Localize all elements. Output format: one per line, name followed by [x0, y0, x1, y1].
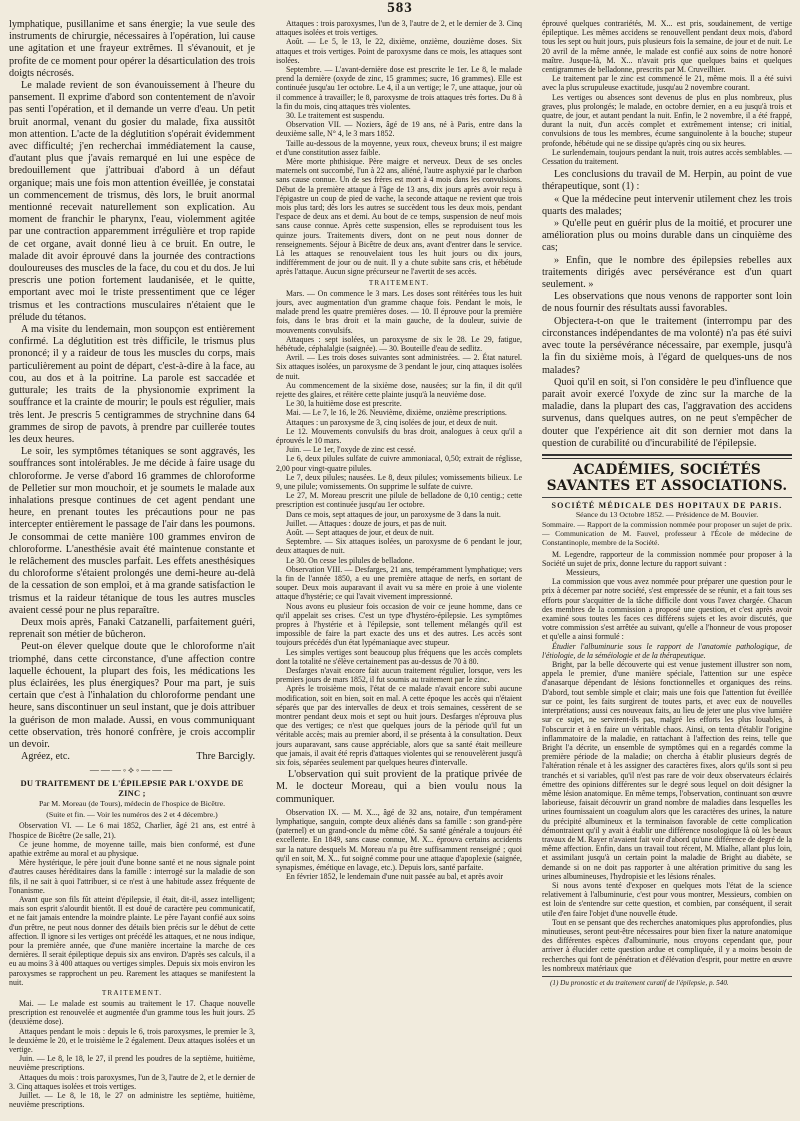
paragraph: Le 7, deux pilules; nausées. Le 8, deux pilules; vomissements bilieux. Le 9, une pilule; vomissements. On supprime le sulfate de cuivre.	[276, 472, 522, 491]
paragraph: Observation VI. — Le 6 mai 1852, Charlier, âgé 21 ans, est entré à l'hospice de Bicêtre (2e salle, 21).	[9, 821, 255, 840]
paragraph: Objectera-t-on que le traitement (interrompu par des circonstances indépendantes de ma volonté) n'a pas été suivi avec toute la persévérance nécessaire, par exemple, jusqu'à la fin du sixième mois, à l'égard de quelques-uns de nos malades?	[542, 315, 792, 376]
paragraph: Mai. — Le 7, le 16, le 26. Neuvième, dixième, onzième prescriptions.	[286, 408, 507, 418]
society-name: SOCIÉTÉ MÉDICALE DES HOPITAUX DE PARIS.	[551, 500, 783, 510]
paragraph: 30. Le traitement est suspendu.	[286, 111, 385, 121]
section-title: ACADÉMIES, SOCIÉTÉS SAVANTES ET ASSOCIATIONS.	[546, 461, 788, 494]
paragraph: Après le troisième mois, l'état de ce malade n'avait encore subi aucune modification, soit en bien, soit en mal. A cette époque les accès qui n'étaient séparés que par des intervalles de deux et trois semaines, cessèrent de se montrer pendant deux mois et sept ou huit jours. Desfarges n'éprouva plus que des vertiges; ce n'est que quelques jours de la période qu'il fut un véritable accès; mais au premier abord, il se présenta à la consultation. Deux jours auparavant, sans cause appréciable, alors que sa santé était meilleure que jamais, il avait été repris d'attaques violentes qui se renouvelèrent jusqu'à six fois, séparées seulement par quelques heures d'intervalle.	[276, 684, 522, 768]
paragraph: lymphatique, pusillanime et sans énergie; la vue seule des instruments de chirurgie, nécessaires à l'opération, lui cause une agitation et une frayeur extrêmes. Il s'évanouit, et je profite de ce moment pour opérer la désarticulation des trois doigts nécrosés.	[9, 19, 255, 79]
paragraph: Quoi qu'il en soit, si l'on considère le peu d'influence que parait avoir exercé l'oxyde de zinc sur la marche de la maladie, dans la plupart des cas, l'aggravation des accidens survenus, dans quelques autres, on ne peut s'empêcher de douter que l'expérience ait dit son dernier mot dans la question de curabilité ou d'incurabilité de l'épilepsie.	[542, 376, 792, 449]
paragraph: M. Legendre, rapporteur de la commission nommée pour proposer à la Société un sujet de prix, donne lecture du rapport suivant :	[542, 549, 792, 568]
report-body	[542, 550, 792, 973]
footnote-rule	[542, 976, 792, 977]
paragraph: Juin. — Le 8, le 18, le 27, il prend les poudres de la septième, huitième, neuvième prescriptions.	[9, 1054, 255, 1073]
treatment-notes	[9, 999, 255, 1109]
paragraph: Le surlendemain, toujours pendant la nuit, trois autres accès semblables. — Cessation du traitement.	[542, 147, 792, 167]
page-number: 583	[387, 0, 413, 16]
signature: Thre Barcigly.	[196, 751, 255, 763]
paragraph: Desfarges n'avait encore fait aucun traitement régulier, lorsque, vers les premiers jours de mars 1852, il fut soumis au traitement par le zinc.	[276, 666, 522, 685]
conclusions	[542, 169, 792, 450]
paragraph: Mère hystérique, le père jouit d'une bonne santé et ne nous signale point d'autres causes héréditaires dans la famille : interrogé sur la maladie de son fils, il ne sait à quoi l'attribuer, si ce n'est à une habitude assez fréquente de l'onanisme.	[9, 858, 255, 895]
paragraph: Mère morte phthisique. Père maigre et nerveux. Deux de ses oncles maternels ont succombé, l'un à 22 ans, aliéné, l'autre asphyxié par le charbon sans cause connue. Un de ses frères est mort à 4 mois dans les convulsions. Début de la première attaque à l'âge de 13 ans, dix jours après avoir reçu à l'épigastre un coup de pied de vache, la seconde attaque ne revient que trois mois plus tard; dès lors les autres se succèdent tous les deux mois, pendant l'espace de deux ans et demi. Au bout de ce temps, suspension de neuf mois sans cause connue. Après cette suspension, elles se reproduisent tous les quinze jours. Traitements divers, dont on ne peut nous donner de renseignements. Séjour à Bicêtre de deux ans, avant d'entrer dans le service. Là les attaques se renouvelaient tous les huit jours ou dix jours, indifféremment de jour ou de nuit. Il y a chute subite sans cris, et hébétude après l'attaque. Aucun signe précurseur ne l'avertit de ses accès.	[276, 157, 522, 277]
ornament-divider: ―――◦⟡◦―――	[89, 765, 175, 776]
observation-nine	[276, 808, 522, 882]
summary: Sommaire. — Rapport de la commission nommée pour proposer un sujet de prix. — Communication de M. Fauvel, professeur à l'École de médecine de Constantinople, membre de la Société.	[542, 519, 792, 547]
paragraph: Attaques du mois : trois paroxysmes, l'un de 3, l'autre de 2, et le dernier de 3. Cinq attaques isolées et trois vertiges.	[9, 1072, 255, 1091]
paragraph: Le soir, les symptômes tétaniques se sont aggravés, les souffrances sont intolérables. Je me décide à faire usage du chloroforme. Je verse d'abord 16 grammes de chloroforme de Pelletier sur mon mouchoir, et je soumets le malade aux inhalations presque continues de cet agent pendant une heure, en prenant toutes les précautions pour ne pas intercepter entièrement le passage de l'air dans les poumons. Je consommai de cette manière 100 grammes environ de chloroforme. L'anesthésie avait été maintenue constante et le relâchement des muscles parfait. Les effets anesthésiques du chloroforme s'étaient prolongés une demi-heure au-delà de la cessation de son emploi, et à ma grande satisfaction le trismus et la raideur tétanique de tous les autres muscles avaient cessé pour ne plus reparaître.	[9, 446, 255, 616]
paragraph: Taille au-dessous de la moyenne, yeux roux, cheveux bruns; il est maigre et d'une constitution assez faible.	[276, 138, 522, 157]
paragraph: Les observations que nous venons de rapporter sont loin de nous fournir des résultats aussi favorables.	[542, 291, 792, 315]
seance-line: Séance du 13 Octobre 1852. — Présidence de M. Bouvier.	[575, 509, 759, 519]
paragraph: Le 27, M. Moreau prescrit une pilule de belladone de 0,10 centig.; cette prescription est continuée jusqu'au 1er octobre.	[276, 491, 522, 510]
signoff: Agréez, etc.	[21, 751, 70, 763]
paragraph: Messieurs,	[566, 568, 600, 578]
column-2	[276, 19, 522, 1115]
article-title: DU TRAITEMENT DE L'ÉPILEPSIE PAR L'OXYDE DE ZINC ;	[20, 778, 244, 799]
section-rule-thin	[542, 497, 792, 498]
section-rule	[542, 454, 792, 459]
paragraph: Les conclusions du travail de M. Herpin, au point de vue thérapeutique, sont (1) :	[542, 169, 792, 193]
paragraph: Observation VIII. — Desfarges, 21 ans, tempéramment lymphatique; vers la fin de l'année 1850, a eu une première attaque de nerfs, en sortant de souper. Deux mois auparavant il avait vu sa mère en proie à une violente attaque d'hystérie; ce qui l'avait vivement impressionné.	[276, 564, 522, 602]
column-1	[9, 19, 255, 1115]
paragraph: Le 6, deux pilules sulfate de cuivre ammoniacal, 0,50; extrait de réglisse, 2,00 pour vingt-quatre pilules.	[276, 454, 522, 473]
paragraph: Juin. — Le 1er, l'oxyde de zinc est cessé.	[286, 445, 416, 455]
paragraph: Mai. — Le malade est soumis au traitement le 17. Chaque nouvelle prescription est renouvelée et augmentée d'un gramme tous les huit jours. 25 (deuxième dose).	[9, 999, 255, 1027]
paragraph: » Qu'elle peut en guérir plus de la moitié, et procurer une amélioration plus ou moins durable dans un cinquième des cas;	[542, 218, 792, 254]
paragraph: Juillet. — Attaques : douze de jours, et pas de nuit.	[286, 518, 447, 528]
paragraph: Dans ce mois, sept attaques de jour, un paroxysme de 3 dans la nuit.	[286, 509, 501, 519]
paragraph: Deux mois après, Fanaki Catzanelli, parfaitement guéri, reprenait son métier de bûcheron.	[9, 616, 255, 641]
signoff-line	[9, 751, 255, 763]
paragraph: Bright, par la belle découverte qui est venue justement illustrer son nom, appela le premier, d'une manière spéciale, l'attention sur une espèce d'anasarque dépendant de lésions fonctionnelles et organiques des reins. D'abord, tout semble simple et clair; mais une fois que l'attention fut éveillée sur ce point, les faits surgirent de toutes parts, et avec eux de nouvelles interprétations; aussi ces nouveaux faits, au lieu de jeter une plus vive lumière sur ce sujet, ne servirent-ils pas, malgré les efforts les plus louables, à l'obscurcir et à en faire un véritable chaos. Ainsi, on tenta d'établir l'origine inflammatoire de la maladie, en rattachant à l'affection des reins, telle que Bright l'a décrite, un ensemble de symptômes qui en a regardés comme la première période de la maladie; on chercha à établir plusieurs degrés de l'altération rénale et à les assigner des caractères fixes, alors qu'ils sont si peu tranchés et si variables, qu'il n'est pas rare de voir deux observateurs éclairés émettre des opinions différentes sur le degré sous lequel on doit désigner la même lésion anatomique. En même temps, l'observation, continuant son œuvre laborieuse, faisait découvrir un grand nombre de maladies dans lesquelles les urines fournissaient un coagulum alors que les caractères des urines, la nature du précipité albumineux et la terminaison favorable de cette complication démontraient qu'il y avait à établir une différence nosologique là où les beaux travaux de M. Rayer n'avaient fait voir d'abord qu'une différence de degré de la même affection. Enfin, dans un travail tout récent, M. Mialhe, allant plus loin, et assimilant jusqu'à un certain point la maladie de Bright au diabète, se demande si on ne doit pas rapporter à une altération primitive du sang les urines albumineuses, l'hydropisie et les lésions rénales.	[542, 660, 792, 881]
paragraph: Le 30. On cesse les pilules de belladone.	[286, 555, 415, 565]
paragraph: A ma visite du lendemain, mon soupçon est entièrement confirmé. La déglutition est très difficile, le trismus plus prononcé; il y a raideur de tous les muscles du corps, mais particulièrement au point de départ, c'est-à-dire à la face, au cou, au dos et à la poitrine. La parole est saccadée et gutturale; les traits de la physionomie expriment la souffrance et la crainte de mourir; le pouls est régulier, mais très lent. Je prescris 5 centigrammes de strychnine dans 64 grammes de sirop de pavots, à prendre par cuillerée toutes les deux heures.	[9, 324, 255, 445]
paragraph: Juillet. — Le 8, le 18, le 27 on administre les septième, huitième, neuvième prescriptions.	[9, 1091, 255, 1110]
private-practice-intro	[276, 769, 522, 806]
paragraph: Tout en se pensant que des recherches anatomiques plus approfondies, plus minutieuses, seront peut-être nécessaires pour bien fixer la nature anatomique des différentes espèces d'albuminurie, nous croyons cependant que, pour arriver à élucider cette question ardue et compliquée, il y a moins besoin de recherches qui font de pénétration et d'élévation d'esprit, pour mettre en œuvre les nombreux matériaux que	[542, 917, 792, 973]
article-note: (Suite et fin. — Voir les numéros des 2 et 4 décembre.)	[46, 810, 218, 820]
column-1-body	[9, 19, 255, 763]
column-3	[542, 19, 792, 1115]
paragraph: Si nous avons tenté d'exposer en quelques mots l'état de la science relativement à l'albuminurie, c'est pour vous montrer, Messieurs, combien on est loin de s'entendre sur cette question, et combien, par conséquent, il serait utile d'en faire l'objet d'une nouvelle étude.	[542, 880, 792, 918]
paragraph: Étudier l'albuminurie sous le rapport de l'anatomie pathologique, de l'étiologie, de la séméiologie et de la thérapeutique.	[542, 641, 792, 660]
paragraph: Août. — Le 5, le 13, le 22, dixième, onzième, douzième doses. Six attaques et trois vertiges. Point de paroxysme dans ce mois, les attaques sont isolées.	[276, 37, 522, 65]
paragraph: Les simples vertiges sont beaucoup plus fréquens que les accès complets dont la totalité ne s'élève certainement pas au-dessus de 70 à 80.	[276, 647, 522, 666]
paragraph: Avant que son fils fût atteint d'épilepsie, il était, dit-il, assez intelligent; mais son esprit s'alourdit bientôt. Il est doué de caractère peu communicatif, et ne fait jamais entendre la moindre plainte. Le père l'ayant confié aux soins d'un prêtre, ne peut nous donner des détails bien précis sur le début de cette affection. Il ignore si les vertiges ont précédé les attaques, et ne nous indique, pour la première année, que d'une manière incertaine la marche de ces dernières. Il serait épileptique depuis six ans environ. D'après ses calculs, il a eu au moins 3 à 400 attaques ou vertiges simples. Depuis six mois environ les paroxysmes se rapprochent un peu. Rarement les attaques se manifestent la nuit.	[9, 895, 255, 987]
treatment-heading: TRAITEMENT.	[368, 278, 430, 287]
paragraph: Septembre. — L'avant-dernière dose est prescrite le 1er. Le 8, le malade prend la dernière (oxyde de zinc, 15 grammes; sucre, 16 grammes). Elle est continuée jusqu'au 1er octobre. Le 4, il a un vertige; le 7, une attaque, jour où il commence à travailler; le 8, paroxysme de trois attaques très fortes. Du 8 à la fin du mois, cinq attaques très violentes.	[276, 65, 522, 111]
paragraph: Août. — Sept attaques de jour, et deux de nuit.	[286, 527, 434, 537]
paragraph: Le 30, la huitième dose est prescrite.	[286, 399, 402, 409]
paragraph: Au commencement de la sixième dose, nausées; sur la fin, il dit qu'il rejette des glaires, et réitère cette plainte jusqu'à la neuvième dose.	[276, 380, 522, 399]
paragraph: Peut-on élever quelque doute que le chloroforme n'ait triomphé, dans cette circonstance, d'une affection contre laquelle échouent, la plupart des fois, les médications les plus éclairées, les plus énergiques? Pour ma part, je suis certain que c'est à l'inhalation du chloroforme pendant une heure, sans discontinuer un seul instant, que je dois attribuer la guérison de mon malade. Aussi, en vous communiquant cette observation, très honoré confrère, je crois accomplir un devoir.	[9, 641, 255, 750]
paragraph: Le malade revient de son évanouissement à l'heure du pansement. Il exprime d'abord son contentement de n'avoir pas senti l'opération, et il demande un verre d'eau. Un petit bruit anormal, venant du gosier du malade, fixa aussitôt mon attention. L'acte de la déglutition s'opérait évidemment avec difficulté; j'en recherchai immédiatement la cause, d'autant plus que j'avais remarqué en lui une espèce de bredouillement que j'attribuai d'abord à un défaut organique; mais une fois mon attention éveillée, je constatai un commencement de trismus, dès lors, le bruit anormal mentionné recevait naturellement son explication. Au moment de franchir le pharynx, l'eau, violemment agitée par une contraction apparemment irrégulière et trop rapide de cet organe, avait donné lieu à ce bruit. En outre, le malade dit avoir éprouvé dans la journée des contractions douloureuses des muscles de la face, du cou et du dos. Je lui prescris une potion fortement laudanisée, et le quitte, emportant avec moi le triste pressentiment que ce léger trismus et les contractions musculaires n'étaient que le prélude du tétanos.	[9, 80, 255, 323]
paragraph: Ce jeune homme, de moyenne taille, mais bien conformé, est d'une apathie extrême au moral et au physique.	[9, 839, 255, 858]
paragraph: Avril. — Les trois doses suivantes sont administrées. — 2. État naturel. Six attaques isolées, un paroxysme de 3 pendant le jour, cinq attaques isolées de nuit.	[276, 353, 522, 381]
paragraph: L'observation qui suit provient de la pratique privée de M. le docteur Moreau, qui a bien voulu nous la communiquer.	[276, 769, 522, 805]
paragraph: Attaques : sept isolées, un paroxysme de six le 28. Le 29, fatigue, hébétude, céphalalgie (saignée). — 30. Bouteille d'eau de sedlitz.	[276, 334, 522, 353]
paragraph: éprouvé quelques contrariétés, M. X... est pris, soudainement, de vertige épileptique. Les mêmes accidens se renouvellent pendant deux mois, d'abord tous les sept ou huit jours, puis plusieurs fois la semaine, de jour et de nuit. Le 20 avril de la même année, le malade est confié aux soins de notre honoré maître. Jusque-là, M. X... n'avait pris que quelques bains et quelques centigrammes de belladonne, prescrits par M. Cruveilhier.	[542, 19, 792, 75]
paragraph: Observation VII. — Noziers, âgé de 19 ans, né à Paris, entre dans la deuxième salle, N° 4, le 3 mars 1852.	[276, 120, 522, 139]
paragraph: « Que la médecine peut intervenir utilement chez les trois quarts des malades;	[542, 193, 792, 217]
paragraph: Attaques pendant le mois : depuis le 6, trois paroxysmes, le premier le 3, le deuxième le 20, et le troisième le 2 également. Deux attaques isolées et un vertige.	[9, 1026, 255, 1055]
paragraph: Observation IX. — M. X..., âgé de 32 ans, notaire, d'un tempérament lymphatique, sanguin, compte deux aliénés dans sa famille : son grand-père (paternel) et un grand-oncle du même côté. Sa santé générale a toujours été excellente. En 1849, sans cause connue, M. X... éprouva certains accidents sur la nature desquels M. Moreau n'a pu être suffisamment renseigné ; quoi qu'il en soit, M. X... fut soigné comme pour une attaque d'apoplexie (saignée, synapismes, émétique en lavage, etc.). Depuis lors, santé parfaite.	[276, 807, 522, 873]
column-2-part-b	[276, 289, 522, 768]
paragraph: Mars. — On commence le 3 mars. Les doses sont réitérées tous les huit jours, avec augmentation d'un gramme chaque fois. Pendant le mois, le malade prend les quatre premières doses. — 10. Il éprouve pour la première fois, dans le bras droit et la main gauche, de la douleur, suivie de mouvements convulsifs.	[276, 288, 522, 335]
paragraph: La commission que vous avez nommée pour préparer une question pour le prix à décerner par notre société, s'est empressée de se réunir, et a fait tous ses efforts pour s'acquitter de la tâche difficile dont vous l'avez chargée. Chacun des membres de la commission a proposé une question, et c'est après avoir examiné sous toutes les faces ces différens sujets et les avoir discutés, que votre commission s'est arrêtée au suivant, qu'elle a l'honneur de vous proposer et qu'elle a ainsi formulé :	[542, 577, 792, 642]
paragraph: Attaques : trois paroxysmes, l'un de 3, l'autre de 2, et le dernier de 3. Cinq attaques isolées et trois vertiges.	[276, 19, 522, 38]
paragraph: Les vertiges ou absences sont devenus de plus en plus nombreux, plus graves, plus prolongés; le malade, en octobre dernier, en a eu jusqu'à trois et quatre, de jour, et autant pendant la nuit. Enfin, le 2 novembre, il a été frappé, durant la nuit, d'un accès complet et extrêmement intense; cri initial, convulsions de tous les membres, écume sanguinolente à la bouche; stupeur profonde, hébétude qui ne se dissipe qu'après cinq ou six heures.	[542, 92, 792, 148]
paragraph: Attaques : un paroxysme de 3, cinq isolées de jour, et deux de nuit.	[286, 417, 498, 427]
article-byline: Par M. Moreau (de Tours), médecin de l'hospice de Bicêtre.	[38, 799, 226, 809]
footnote: (1) Du pronostic et du traitement curatif de l'épilepsie, p. 540.	[550, 978, 729, 987]
paragraph: » Enfin, que le nombre des épilepsies rebelles aux traitements dirigés avec persévérance est d'un quart seulement. »	[542, 254, 792, 291]
treatment-heading: TRAITEMENT.	[101, 989, 163, 998]
paragraph: Nous avons eu plusieur fois occasion de voir ce jeune homme, dans ce qu'il appelait ses crises. C'est un type d'hystéro-épilepsie. Les symptômes propres à l'hystérie et à l'épilepsie, sont tellement mélangés qu'il est impossible de faire la part exacte des uns et des autres. Les accès sont toujours précédés d'un état lypémaniaque avec stupeur.	[276, 601, 522, 648]
paragraph: Septembre. — Six attaques isolées, un paroxysme de 6 pendant le jour, deux attaques de nuit.	[276, 537, 522, 556]
observation-six	[9, 821, 255, 987]
column-2-part-a	[276, 19, 522, 277]
column-3-part-a	[542, 19, 792, 166]
paragraph: En février 1852, le lendemain d'une nuit passée au bal, et après avoir	[286, 872, 504, 882]
paragraph: Le traitement par le zinc est commencé le 21, même mois. Il a été suivi avec la plus scrupuleuse exactitude, jusqu'au 2 novembre courant.	[542, 74, 792, 93]
paragraph: Le 12. Mouvements convulsifs du bras droit, analogues à ceux qu'il a éprouvés le 10 mars.	[276, 426, 522, 445]
